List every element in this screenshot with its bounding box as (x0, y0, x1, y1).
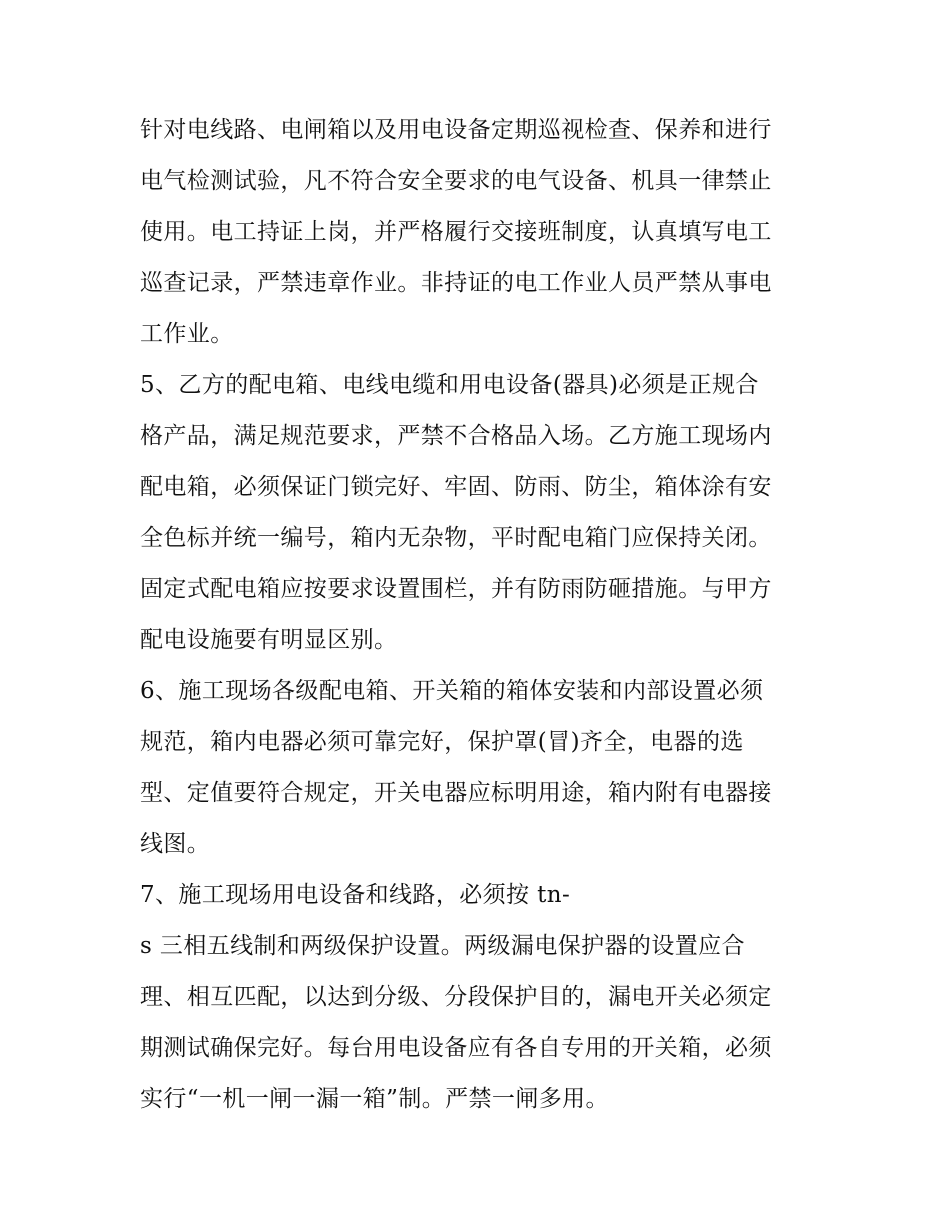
text-line: s 三相五线制和两级保护设置。两级漏电保护器的设置应合 (140, 933, 745, 959)
text-line: 6、施工现场各级配电箱、开关箱的箱体安装和内部设置必须 (140, 678, 764, 704)
text-line: 规范，箱内电器必须可靠完好，保护罩(冒)齐全，电器的选 (140, 729, 744, 755)
text-line: 配电设施要有明显区别。 (140, 627, 398, 653)
text-line: 针对电线路、电闸箱以及用电设备定期巡视检查、保养和进行 (140, 117, 772, 143)
text-line: 7、施工现场用电设备和线路，必须按 tn- (140, 882, 571, 908)
text-line: 期测试确保完好。每台用电设备应有各自专用的开关箱，必须 (140, 1035, 772, 1061)
text-line: 理、相互匹配，以达到分级、分段保护目的，漏电开关必须定 (140, 984, 772, 1010)
text-line: 电气检测试验，凡不符合安全要求的电气设备、机具一律禁止 (140, 168, 772, 194)
text-line: 实行“一机一闸一漏一箱”制。严禁一闸多用。 (140, 1086, 609, 1112)
text-line: 固定式配电箱应按要求设置围栏，并有防雨防砸措施。与甲方 (140, 576, 772, 602)
text-line: 线图。 (140, 831, 211, 857)
text-line: 使用。电工持证上岗，并严格履行交接班制度，认真填写电工 (140, 219, 772, 245)
text-line: 型、定值要符合规定，开关电器应标明用途，箱内附有电器接 (140, 780, 772, 806)
text-line: 巡查记录，严禁违章作业。非持证的电工作业人员严禁从事电 (140, 270, 772, 296)
text-line: 5、乙方的配电箱、电线电缆和用电设备(器具)必须是正规合 (140, 372, 759, 398)
text-line: 格产品，满足规范要求，严禁不合格品入场。乙方施工现场内 (140, 423, 772, 449)
text-line: 工作业。 (140, 321, 234, 347)
text-line: 配电箱，必须保证门锁完好、牢固、防雨、防尘，箱体涂有安 (140, 474, 772, 500)
text-line: 全色标并统一编号，箱内无杂物，平时配电箱门应保持关闭。 (140, 525, 772, 551)
